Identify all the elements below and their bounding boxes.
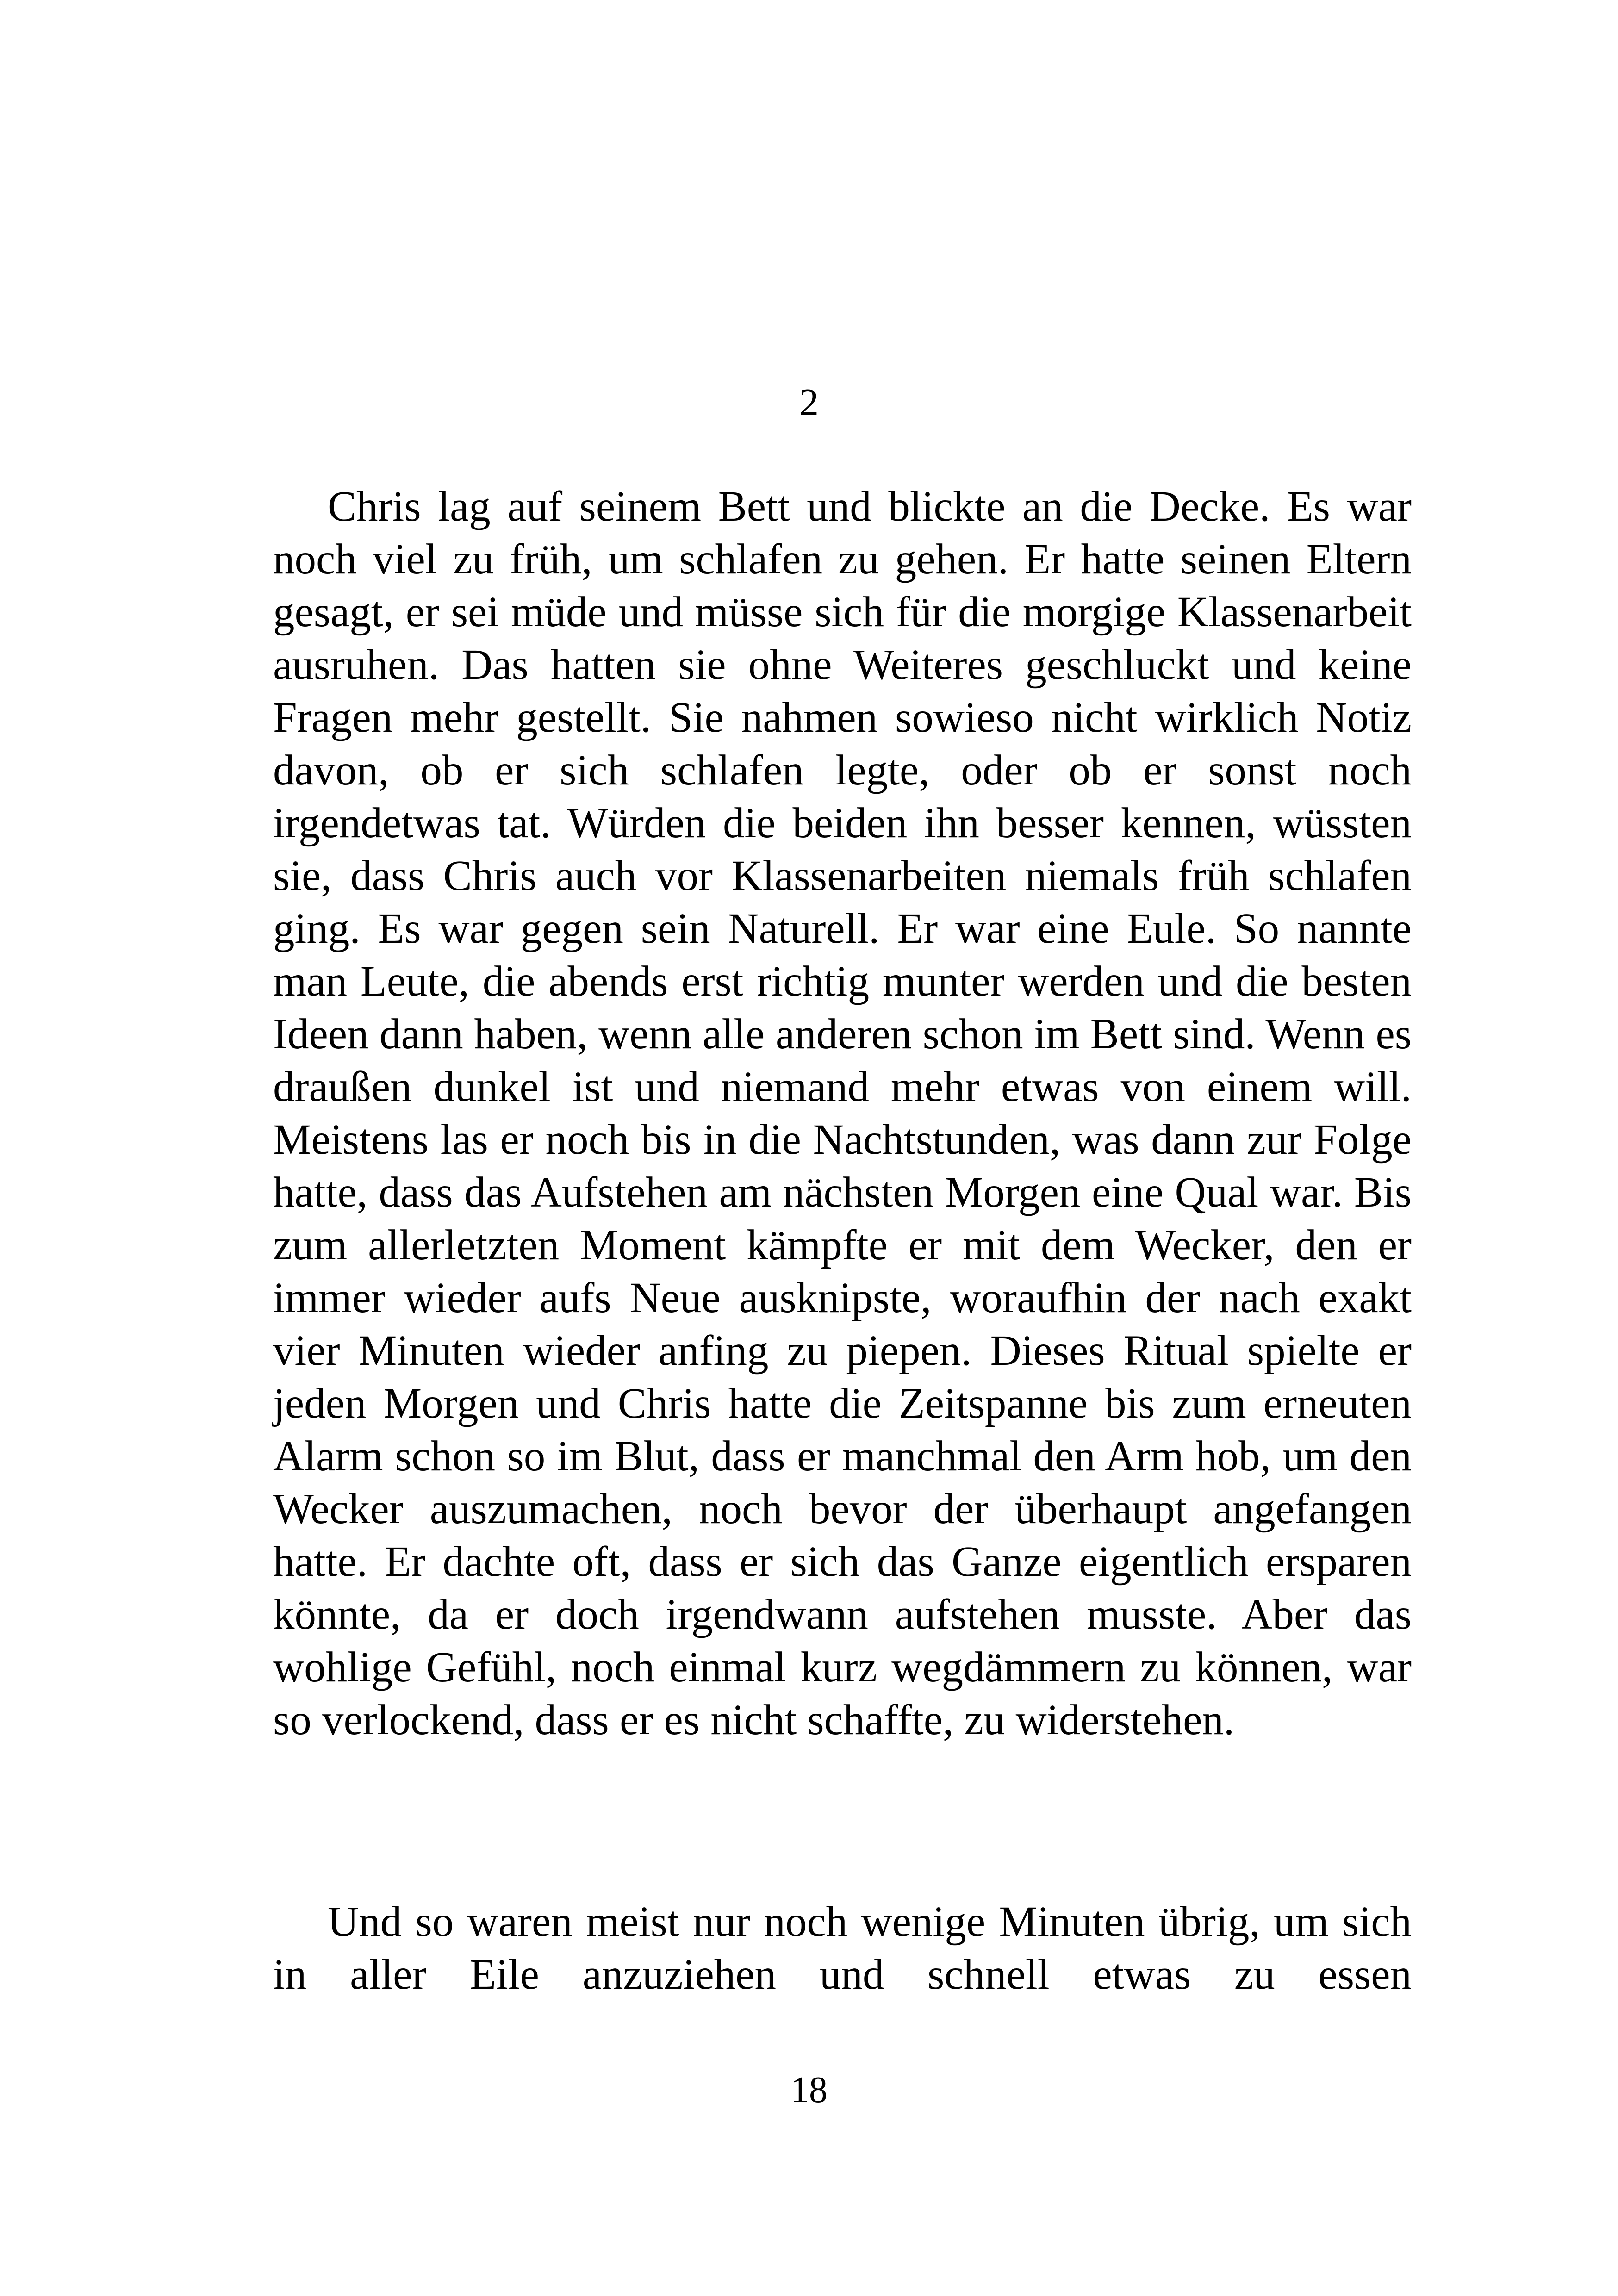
chapter-number: 2 xyxy=(799,381,819,424)
page-number: 18 xyxy=(790,2070,828,2110)
paragraph-1-text: Chris lag auf seinem Bett und blickte an die Decke. Es war noch viel zu früh, um schlafen zu gehen. Er hatte seinen Eltern gesagt, er sei müde und müsse sich für die morgige Klassenarbeit ausruhen. Das hatten sie ohne Weiteres geschluckt und keine Fragen mehr gestellt. Sie nahmen sowieso nicht wirklich Notiz davon, ob er sich schlafen legte, oder ob er sonst noch irgendetwas tat. Würden die beiden ihn besser kennen, wüssten sie, dass Chris auch vor Klassenarbeiten niemals früh schlafen ging. Es war gegen sein Naturell. Er war eine Eule. So nannte man Leute, die abends erst richtig munter werden und die besten Ideen dann haben, wenn alle anderen schon im Bett sind. Wenn es draußen dunkel ist und niemand mehr etwas von einem will. Meistens las er noch bis in die Nachtstunden, was dann zur Folge hatte, dass das Aufstehen am nächsten Morgen eine Qual war. Bis zum allerletzten Moment kämpfte er mit dem Wecker, den er immer wieder aufs Neue ausknipste, woraufhin der nach exakt vier Minuten wieder anfing zu piepen. Dieses Ritual spielte er jeden Morgen und Chris hatte die Zeitspanne bis zum erneuten Alarm schon so im Blut, dass er manchmal den Arm hob, um den Wecker auszumachen, noch bevor der überhaupt angefangen hatte. Er dachte oft, dass er sich das Ganze eigentlich ersparen könnte, da er doch irgendwann aufstehen musste. Aber das wohlige Gefühl, noch einmal kurz wegdämmern zu können, war so verlockend, dass er es nicht schaffte, zu widerstehen. xyxy=(273,483,1412,1744)
paragraph-1 xyxy=(273,480,1412,1747)
paragraph-2-text: Und so waren meist nur noch wenige Minuten übrig, um sich in aller Eile anzuziehen und schnell etwas zu essen xyxy=(273,1898,1412,1998)
paragraph-2 xyxy=(273,1896,1412,2001)
